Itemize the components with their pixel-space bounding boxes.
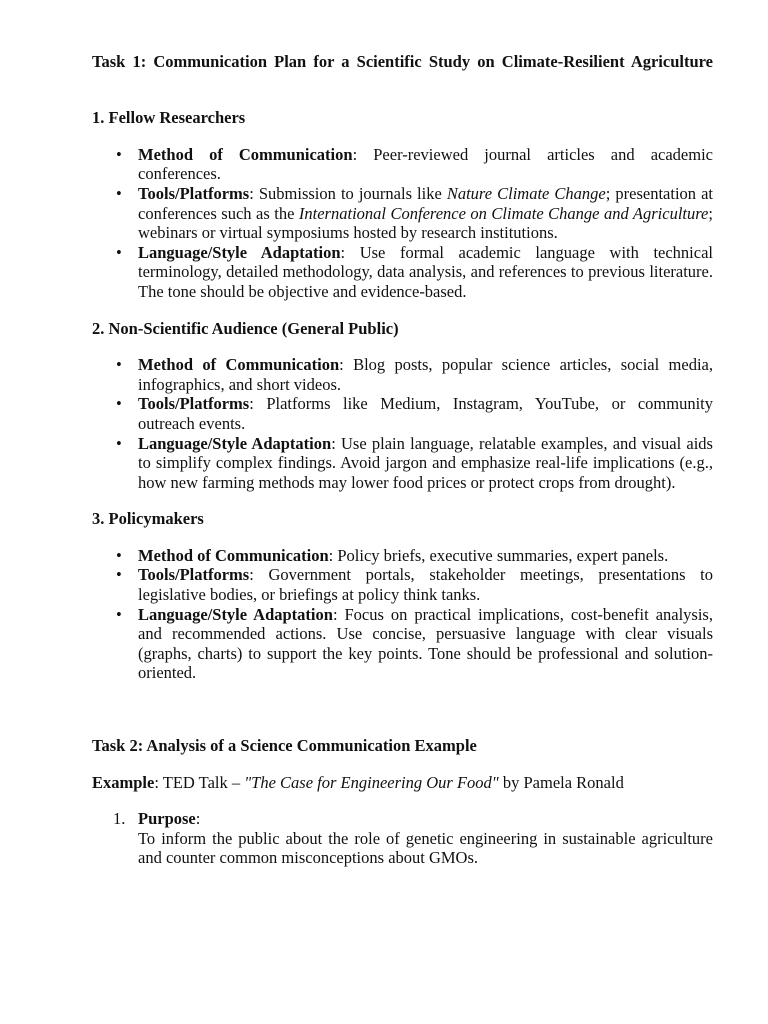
list-item bbox=[116, 394, 713, 433]
item-label: Method of Communication bbox=[138, 144, 353, 164]
item-colon: : bbox=[195, 809, 201, 829]
list-item bbox=[116, 604, 713, 683]
example-speaker: by Pamela Ronald bbox=[498, 772, 624, 792]
analysis-list bbox=[92, 809, 713, 868]
bullet-icon: • bbox=[116, 545, 122, 565]
bullet-icon: • bbox=[116, 394, 122, 414]
bullet-icon: • bbox=[116, 242, 122, 262]
task2-heading: Task 2: Analysis of a Science Communication Example bbox=[92, 736, 477, 756]
task1-title: Task 1: Communication Plan for a Scientific Study on Climate-Resilient Agriculture bbox=[92, 52, 713, 71]
item-label: Method of Communication bbox=[138, 355, 340, 375]
example-text: : TED Talk – bbox=[154, 772, 245, 792]
item-label: Tools/Platforms bbox=[138, 183, 250, 203]
item-label: Language/Style Adaptation bbox=[138, 242, 341, 262]
item-number: 1. bbox=[113, 809, 126, 829]
section-heading-fellow-researchers: 1. Fellow Researchers bbox=[92, 108, 246, 128]
journal-name: Nature Climate Change bbox=[446, 183, 606, 203]
item-label: Tools/Platforms bbox=[138, 565, 250, 585]
section-list-general-public bbox=[92, 355, 713, 492]
item-text: ; presentation at conferences such as the bbox=[138, 183, 713, 223]
item-text: : Use formal academic language with technical terminology, detailed methodology, data analysis, and references to previous literature. The tone should be objective and evidence-based. bbox=[138, 242, 713, 301]
list-item bbox=[116, 242, 713, 302]
section-list-fellow-researchers bbox=[92, 145, 713, 302]
bullet-icon: • bbox=[116, 144, 122, 164]
bullet-icon: • bbox=[116, 565, 122, 585]
item-text: : Government portals, stakeholder meetings, presentations to legislative bodies, or briefings at policy think tanks. bbox=[138, 565, 713, 605]
talk-title: "The Case for Engineering Our Food" bbox=[244, 772, 499, 792]
example-label: Example bbox=[92, 772, 155, 792]
list-item bbox=[116, 545, 713, 566]
bullet-icon: • bbox=[116, 604, 122, 624]
section-heading-general-public: 2. Non-Scientific Audience (General Public) bbox=[92, 318, 399, 338]
item-text: : Use plain language, relatable examples, and visual aids to simplify complex findings. Avoid jargon and emphasize real-life implications (e.g., how new farming methods may lower food prices or protect crops from drought). bbox=[138, 433, 713, 492]
example-line bbox=[92, 773, 713, 793]
item-text: : Peer-reviewed journal articles and academic conferences. bbox=[138, 144, 713, 184]
item-label: Purpose bbox=[138, 809, 196, 829]
document-body bbox=[92, 52, 713, 868]
bullet-icon: • bbox=[116, 433, 122, 453]
list-item bbox=[116, 433, 713, 493]
conference-name: International Conference on Climate Change and Agriculture bbox=[298, 203, 709, 223]
item-label: Tools/Platforms bbox=[138, 394, 250, 414]
item-text: : Platforms like Medium, Instagram, YouTube, or community outreach events. bbox=[138, 394, 713, 433]
section-list-policymakers bbox=[92, 546, 713, 683]
section-heading-policymakers: 3. Policymakers bbox=[92, 509, 204, 529]
item-label: Method of Communication bbox=[138, 545, 329, 565]
list-item bbox=[116, 355, 713, 394]
item-text: : Policy briefs, executive summaries, expert panels. bbox=[328, 545, 669, 565]
item-text: To inform the public about the role of genetic engineering in sustainable agriculture and counter common misconceptions about GMOs. bbox=[138, 828, 713, 868]
bullet-icon: • bbox=[116, 183, 122, 203]
list-item bbox=[113, 809, 713, 868]
item-text: ; webinars or virtual symposiums hosted by research institutions. bbox=[138, 203, 713, 243]
list-item bbox=[116, 144, 713, 184]
item-text: : Focus on practical implications, cost-benefit analysis, and recommended actions. Use concise, persuasive language with clear visuals (graphs, charts) to support the key points. Tone should be professional and solution-oriented. bbox=[138, 604, 713, 683]
item-text: : Blog posts, popular science articles, social media, infographics, and short videos. bbox=[138, 355, 713, 394]
list-item bbox=[116, 565, 713, 605]
item-label: Language/Style Adaptation bbox=[138, 604, 333, 624]
bullet-icon: • bbox=[116, 355, 122, 375]
item-text: : Submission to journals like bbox=[249, 183, 447, 203]
section-spacer bbox=[92, 700, 713, 736]
list-item bbox=[116, 183, 713, 243]
item-label: Language/Style Adaptation bbox=[138, 433, 332, 453]
